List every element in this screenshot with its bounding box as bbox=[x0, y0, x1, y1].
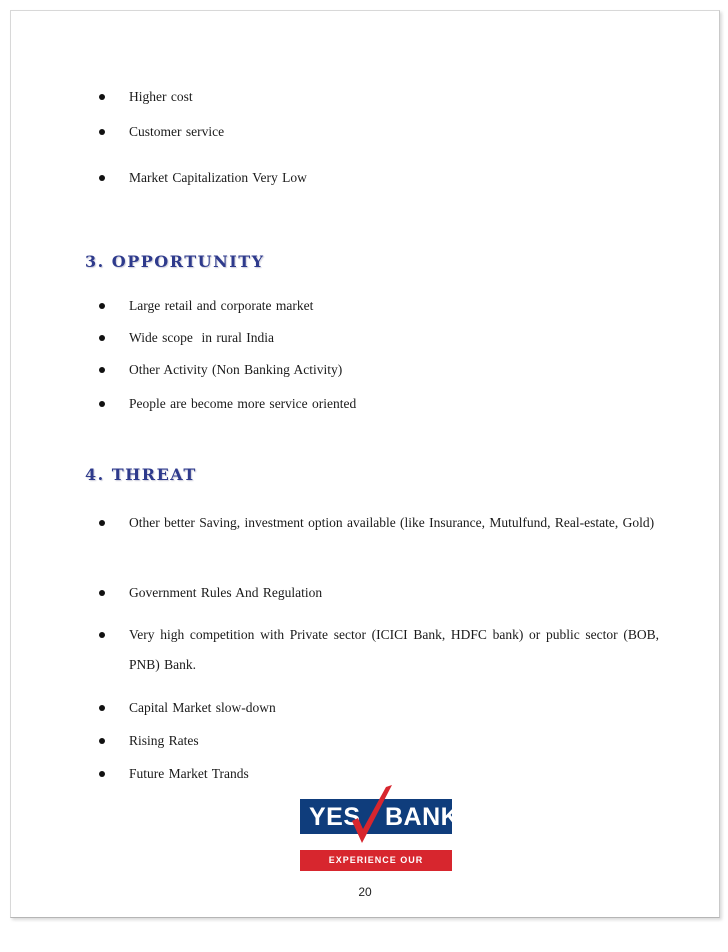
yes-bank-logo bbox=[300, 785, 460, 886]
document-page bbox=[10, 10, 720, 918]
section-heading-threat: 4. THREAT bbox=[85, 465, 197, 484]
list-item-text: Rising Rates bbox=[129, 733, 199, 748]
list-item-text: Market Capitalization Very Low bbox=[129, 170, 307, 185]
list-item bbox=[99, 163, 659, 193]
list-item-text: Customer service bbox=[129, 124, 225, 139]
list-item bbox=[99, 291, 659, 321]
list-item bbox=[99, 726, 659, 756]
list-item-text: Other Activity (Non Banking Activity) bbox=[129, 362, 343, 377]
list-item-text: Very high competition with Private sector (ICICI Bank, HDFC bank) or public sector (BOB, PNB) Bank. bbox=[129, 627, 659, 672]
list-item bbox=[99, 117, 659, 147]
logo-word-bank: BANK bbox=[385, 803, 460, 831]
list-item bbox=[99, 389, 659, 419]
list-item-text: People are become more service oriented bbox=[129, 396, 357, 411]
bullet-icon bbox=[99, 175, 105, 181]
list-item bbox=[99, 82, 659, 112]
list-item bbox=[99, 578, 659, 608]
list-item-text: Other better Saving, investment option available (like Insurance, Mutulfund, Real-estate, Gold) bbox=[129, 515, 655, 530]
bullet-icon bbox=[99, 401, 105, 407]
list-item bbox=[99, 508, 659, 538]
bullet-icon bbox=[99, 771, 105, 777]
bullet-icon bbox=[99, 303, 105, 309]
list-item-text: Capital Market slow-down bbox=[129, 700, 276, 715]
logo-word-yes: YES bbox=[309, 803, 361, 831]
bullet-icon bbox=[99, 520, 105, 526]
bullet-icon bbox=[99, 705, 105, 711]
list-item bbox=[99, 323, 659, 353]
logo-checkmark-icon bbox=[300, 785, 452, 855]
list-item-text: Government Rules And Regulation bbox=[129, 585, 323, 600]
list-item bbox=[99, 693, 659, 723]
list-item-text: Wide scope in rural India bbox=[129, 330, 275, 345]
bullet-icon bbox=[99, 94, 105, 100]
bullet-icon bbox=[99, 129, 105, 135]
bullet-icon bbox=[99, 738, 105, 744]
list-item bbox=[99, 355, 659, 385]
section-heading-opportunity: 3. OPPORTUNITY bbox=[85, 252, 265, 271]
bullet-icon bbox=[99, 335, 105, 341]
list-item-text: Future Market Trands bbox=[129, 766, 249, 781]
list-item-text: Large retail and corporate market bbox=[129, 298, 314, 313]
bullet-icon bbox=[99, 367, 105, 373]
list-item-text: Higher cost bbox=[129, 89, 193, 104]
bullet-icon bbox=[99, 590, 105, 596]
logo-tagline: EXPERIENCE OUR EXPERTISE bbox=[300, 850, 452, 871]
bullet-icon bbox=[99, 632, 105, 638]
page-number: 20 bbox=[358, 885, 372, 899]
list-item bbox=[99, 620, 659, 680]
